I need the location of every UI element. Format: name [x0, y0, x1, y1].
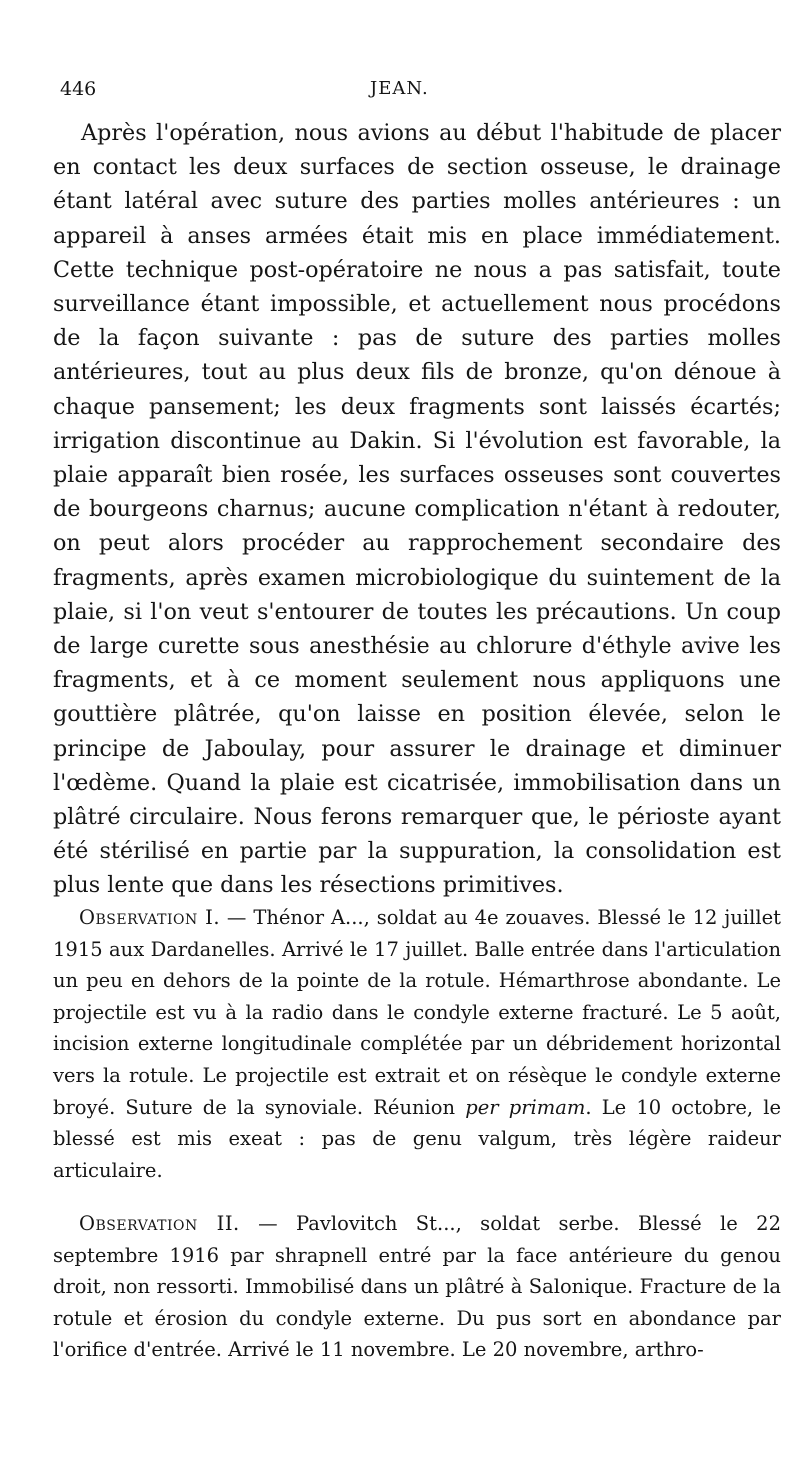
observation-1-latin: per primam	[465, 1095, 586, 1119]
main-paragraph: Après l'opération, nous avions au début l'habitude de placer en contact les deux surfaces de section osseuse, le drainage étant latéral avec suture des parties molles antérieures : un appareil à anses armées était mis en place immédiatement. Cette technique post-opératoire ne nous a pas satisfait, toute surveillance étant impossible, et actuellement nous procédons de la façon suivante : pas de suture des parties molles antérieures, tout au plus deux fils de bronze, qu'on dénoue à chaque pansement; les deux fragments sont laissés écartés; irrigation discontinue au Dakin. Si l'évolution est favorable, la plaie apparaît bien rosée, les surfaces osseuses sont couvertes de bourgeons charnus; aucune complication n'étant à redouter, on peut alors procéder au rapprochement secondaire des fragments, après examen microbiologique du suintement de la plaie, si l'on veut s'entourer de toutes les précautions. Un coup de large curette sous anesthésie au chlorure d'éthyle avive les fragments, et à ce moment seulement nous appliquons une gouttière plâtrée, qu'on laisse en position élevée, selon le principe de Jaboulay, pour assurer le drainage et diminuer l'œdème. Quand la plaie est cicatrisée, immobilisation dans un plâtré circulaire. Nous ferons remarquer que, le périoste ayant été stérilisé en partie par la suppuration, la consolidation est plus lente que dans les résections primitives.	[53, 120, 781, 899]
observation-2-text: — Pavlovitch St..., soldat serbe. Blessé le 22 septembre 1916 par shrapnell entré par la face antérieure du genou droit, non ressorti. Immobilisé dans un plâtré à Salonique. Fracture de la rotule et érosion du condyle externe. Du pus sort en abondance par l'orifice d'entrée. Arrivé le 11 novembre. Le 20 novembre, arthro-	[53, 1212, 781, 1362]
observation-1	[53, 902, 781, 1186]
observation-1-text-end: . Le 10 octobre, le blessé est mis exeat : pas de genu valgum, très légère raideur articulaire.	[53, 1095, 781, 1182]
observation-2	[53, 1208, 781, 1366]
observation-1-text: — Thénor A..., soldat au 4e zouaves. Blessé le 12 juillet 1915 aux Dardanelles. Arrivé le 17 juillet. Balle entrée dans l'articulation un peu en dehors de la pointe de la rotule. Hémarthrose abondante. Le projectile est vu à la radio dans le condyle externe fracturé. Le 5 août, incision externe longitudinale complétée par un débridement horizontal vers la rotule. Le projectile est extrait et on résèque le condyle externe broyé. Suture de la synoviale. Réunion	[53, 906, 781, 1119]
page-header	[60, 78, 740, 104]
observation-2-label: Observation II.	[79, 1212, 240, 1235]
page-number: 446	[60, 78, 97, 100]
observation-1-label: Observation I.	[79, 906, 221, 929]
running-head: JEAN.	[370, 78, 429, 99]
